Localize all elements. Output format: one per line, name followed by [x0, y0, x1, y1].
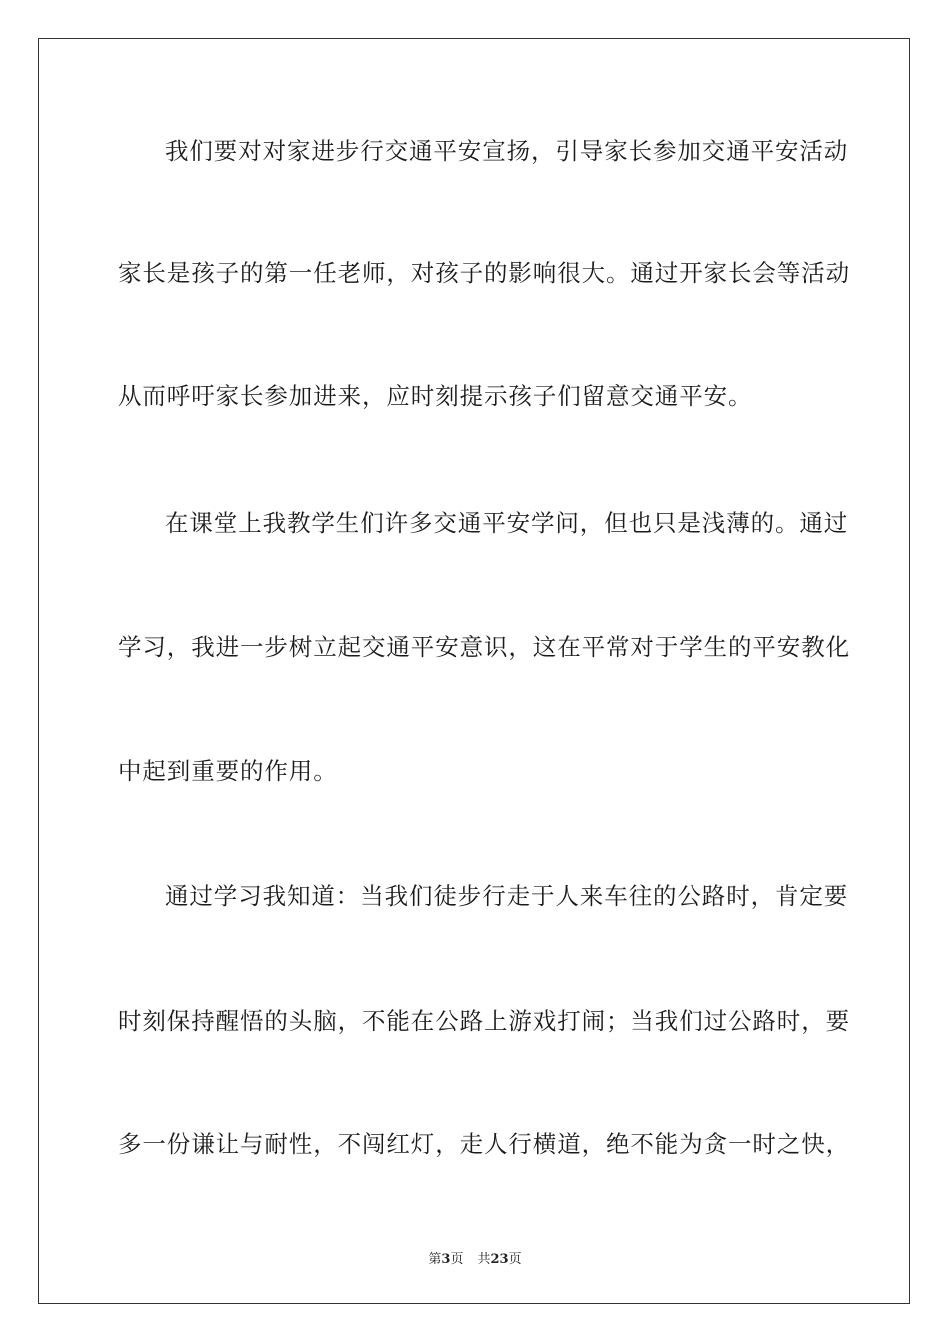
paragraph-1-line-2: 家长是孩子的第一任老师，对孩子的影响很大。通过开家长会等活动	[118, 259, 850, 287]
paragraph-2-line-2: 学习，我进一步树立起交通平安意识，这在平常对于学生的平安教化	[118, 633, 850, 661]
paragraph-1-line-3: 从而呼吁家长参加进来，应时刻提示孩子们留意交通平安。	[118, 382, 753, 410]
page-footer	[0, 1248, 950, 1267]
page-number: 3	[441, 1252, 451, 1267]
paragraph-1-line-1: 我们要对对家进步行交通平安宣扬，引导家长参加交通平安活动	[165, 137, 849, 165]
page-prefix: 第	[428, 1252, 442, 1267]
page-suffix: 页	[450, 1252, 464, 1267]
total-prefix: 共	[477, 1252, 491, 1267]
paragraph-2-line-1: 在课堂上我教学生们许多交通平安学问，但也只是浅薄的。通过	[165, 509, 849, 537]
total-pages: 23	[490, 1252, 509, 1267]
paragraph-3-line-3: 多一份谦让与耐性，不闯红灯，走人行横道，绝不能为贪一时之快，	[118, 1130, 850, 1158]
total-suffix: 页	[508, 1252, 522, 1267]
paragraph-2-line-3: 中起到重要的作用。	[118, 757, 338, 785]
paragraph-3-line-1: 通过学习我知道：当我们徒步行走于人来车往的公路时，肯定要	[165, 882, 849, 910]
page-border	[38, 38, 910, 1304]
paragraph-3-line-2: 时刻保持醒悟的头脑，不能在公路上游戏打闹；当我们过公路时，要	[118, 1007, 850, 1035]
